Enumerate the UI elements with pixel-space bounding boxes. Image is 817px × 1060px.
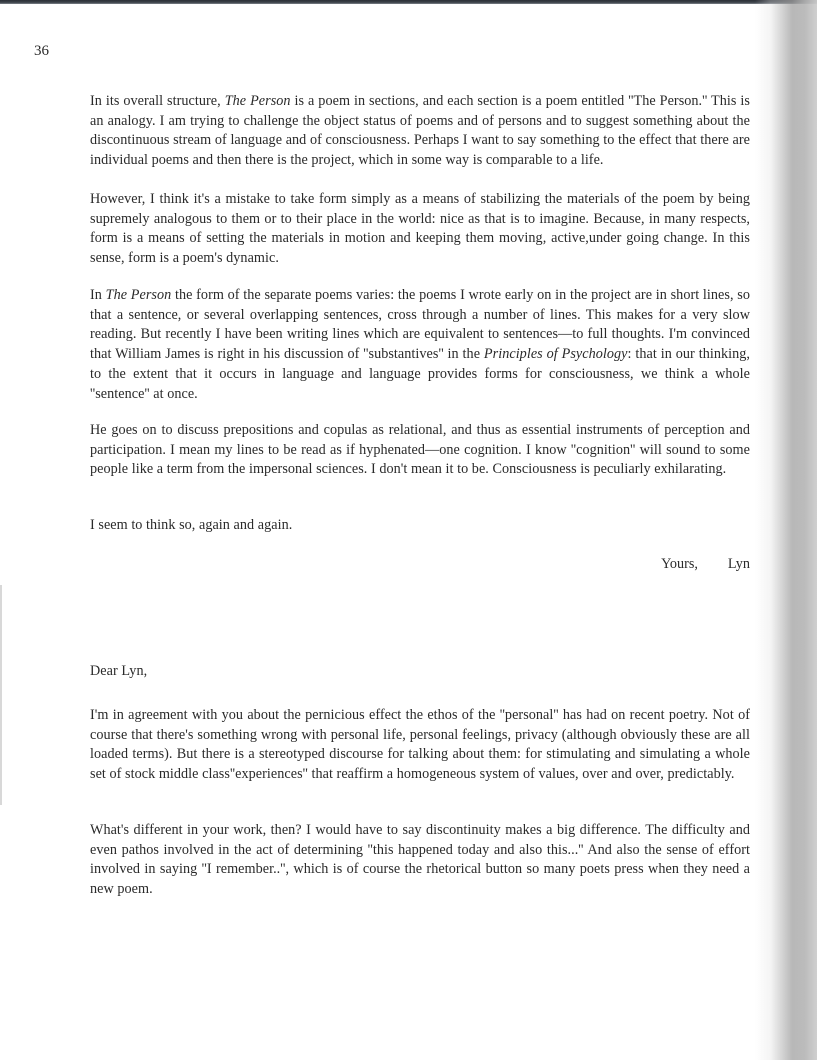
letter-one-paragraph-4: He goes on to discuss prepositions and copulas as relational, and thus as essential instruments of perception and participation. I mean my lines to be read as if hyphenated—one cognition. I know ''cognition'' will sound to some people like a term from the impersonal sciences. I don't mean it to be. Consciousness is peculiarly exhilarating.	[90, 422, 750, 478]
italic-title: Principles of Psychology	[483, 346, 628, 363]
italic-title: The Person	[224, 93, 291, 109]
letter-one-paragraph-2: However, I think it's a mistake to take form simply as a means of stabilizing the materials of the poem by being supremely analogous to them or to their place in the world: nice as that is to imagine. Because, in many respects, form is a means of setting the materials in motion and keeping them moving, active,under going change. In this sense, form is a poem's dynamic.	[90, 191, 750, 267]
letter-two-paragraph-1: I'm in agreement with you about the pernicious effect the ethos of the ''personal'' has had on recent poetry. Not of course that there's something wrong with personal life, personal feelings, privacy (although obviously these are all loaded terms). But there is a stereotyped discourse for talking about them: for stimulating and simulating a whole set of stock middle class''experiences'' that reaffirm a homogeneous system of values, over and over, predictably.	[90, 707, 750, 783]
letter-one-paragraph-1	[90, 92, 750, 171]
letter-one-signoff	[600, 555, 750, 575]
page-top-edge	[0, 0, 817, 4]
page-number: 36	[34, 43, 49, 59]
letter-two-paragraph-2: What's different in your work, then? I would have to say discontinuity makes a big difference. The difficulty and even pathos involved in the act of determining ''this happened today and also this...'' And also the sense of effort involved in saying ''I remember..'', which is of course the rhetorical button so many poets press when they need a new poem.	[90, 822, 750, 898]
text-run: : that in our thinking, to the extent that it occurs in language and language provides forms for consciousness, we think a whole ''sentence'' at once.	[90, 346, 750, 402]
book-gutter-shadow	[755, 0, 817, 1060]
text-run: In its overall structure,	[90, 93, 225, 109]
page-edge-mark	[0, 585, 2, 805]
text-run: the form of the separate poems varies: the poems I wrote early on in the project are in short lines, so that a sentence, or several overlapping sentences, cross through a number of lines. This makes for a very slow reading. But recently I have been writing lines which are equivalent to sentences—to full thoughts. I'm convinced that William James is right in his discussion of ''substantives'' in the	[90, 287, 750, 363]
letter-one-paragraph-3	[90, 286, 750, 404]
letter-one-paragraph-5: I seem to think so, again and again.	[90, 517, 293, 533]
text-run: is a poem in sections, and each section is a poem entitled ''The Person.'' This is an analogy. I am trying to challenge the object status of poems and of persons and to suggest something about the discontinuous stream of language and of consciousness. Perhaps I want to say something to the effect that there are individual poems and then there is the project, which in some way is comparable to a life.	[90, 93, 750, 169]
text-run: In	[90, 287, 106, 303]
signature: Lyn	[727, 556, 750, 572]
italic-title: The Person	[105, 287, 172, 303]
closing: Yours,	[661, 556, 698, 572]
letter-two-salutation: Dear Lyn,	[90, 663, 148, 679]
